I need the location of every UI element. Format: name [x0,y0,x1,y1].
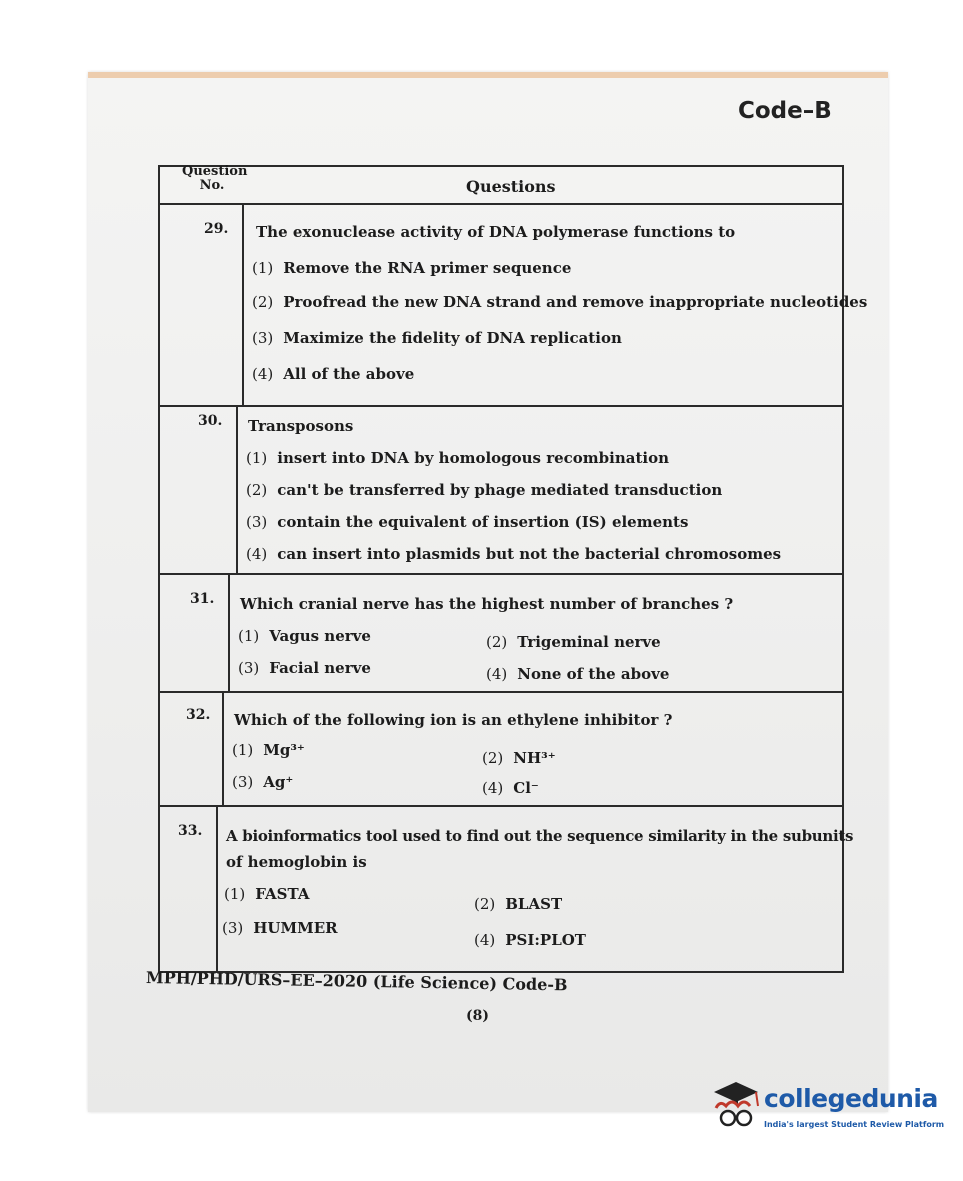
option-2 [246,481,722,499]
row-divider [160,691,842,693]
option-2 [252,293,867,311]
option-4 [252,365,414,383]
option-label: (2) [252,293,274,311]
option-1 [252,259,571,277]
option-3 [252,329,622,347]
row-divider [160,805,842,807]
option-label: (1) [252,259,274,277]
option-text: Vagus nerve [269,627,371,645]
option-text: Mg³⁺ [263,741,305,759]
option-label: (4) [252,365,274,383]
option-2 [486,633,661,651]
option-text: FASTA [255,885,310,903]
option-3 [222,919,338,937]
question-text: Transposons [248,417,354,435]
option-text: Trigeminal nerve [517,633,661,651]
option-label: (1) [232,741,254,759]
option-1 [238,627,371,645]
option-label: (2) [486,633,508,651]
paper-edge [88,72,888,78]
option-label: (3) [222,919,244,937]
option-label: (1) [224,885,246,903]
option-1 [232,741,305,759]
option-1 [246,449,669,467]
option-text: insert into DNA by homologous recombination [277,449,670,467]
option-3 [238,659,371,677]
question-number: 29. [204,221,229,237]
question-number: 33. [178,823,203,839]
option-text: Cl⁻ [513,779,539,797]
option-text: BLAST [505,895,563,913]
option-label: (4) [474,931,496,949]
option-text: can insert into plasmids but not the bacterial chromosomes [277,545,782,563]
option-text: NH³⁺ [513,749,556,767]
option-3 [246,513,688,531]
option-4 [246,545,781,563]
option-label: (3) [246,513,268,531]
question-number: 32. [186,707,211,723]
option-1 [224,885,309,903]
exam-footer: MPH/PHD/URS–EE–2020 (Life Science) Code-B [145,968,568,995]
brand-name: collegedunia [764,1084,938,1113]
option-4 [482,779,539,797]
option-label: (3) [238,659,260,677]
option-text: HUMMER [253,919,338,937]
column-divider [228,575,230,691]
row-divider [160,405,842,407]
option-text: Ag⁺ [263,773,294,791]
option-4 [474,931,586,949]
question-text: The exonuclease activity of DNA polymerase functions to [256,223,736,241]
question-text: Which cranial nerve has the highest number of branches ? [240,595,734,613]
graduate-cap-icon [706,1078,764,1136]
option-label: (4) [246,545,268,563]
question-text: Which of the following ion is an ethylene inhibitor ? [234,711,673,729]
option-text: can't be transferred by phage mediated transduction [277,481,723,499]
row-divider [160,573,842,575]
column-question-no: Question No. [182,164,248,193]
option-label: (4) [482,779,504,797]
questions-table [158,164,868,973]
column-divider [222,693,224,805]
option-text: None of the above [517,665,670,683]
option-label: (2) [474,895,496,913]
question-number: 31. [190,591,215,607]
column-divider [216,807,218,973]
paper-code: Code–B [738,98,832,124]
question-number: 30. [198,413,223,429]
option-text: contain the equivalent of insertion (IS) elements [277,513,689,531]
column-questions: Questions [466,177,556,196]
option-text: PSI:PLOT [505,931,586,949]
option-label: (3) [252,329,274,347]
option-label: (2) [246,481,268,499]
column-divider [236,407,238,573]
option-2 [474,895,562,913]
question-text: A bioinformatics tool used to find out the sequence similarity in the subunits [226,827,854,845]
option-label: (1) [238,627,260,645]
question-text-continued: of hemoglobin is [226,853,367,871]
option-text: Facial nerve [269,659,371,677]
option-4 [486,665,669,683]
option-label: (4) [486,665,508,683]
option-text: Proofread the new DNA strand and remove inappropriate nucleotides [283,293,868,311]
option-text: Maximize the fidelity of DNA replication [283,329,622,347]
column-divider [242,203,244,407]
option-label: (3) [232,773,254,791]
watermark-logo [706,1078,945,1138]
option-3 [232,773,293,791]
option-label: (2) [482,749,504,767]
brand-tagline: India's largest Student Review Platform [764,1120,945,1129]
option-label: (1) [246,449,268,467]
option-text: Remove the RNA primer sequence [283,259,572,277]
option-2 [482,749,556,767]
page-number: (8) [466,1008,489,1024]
option-text: All of the above [283,365,415,383]
